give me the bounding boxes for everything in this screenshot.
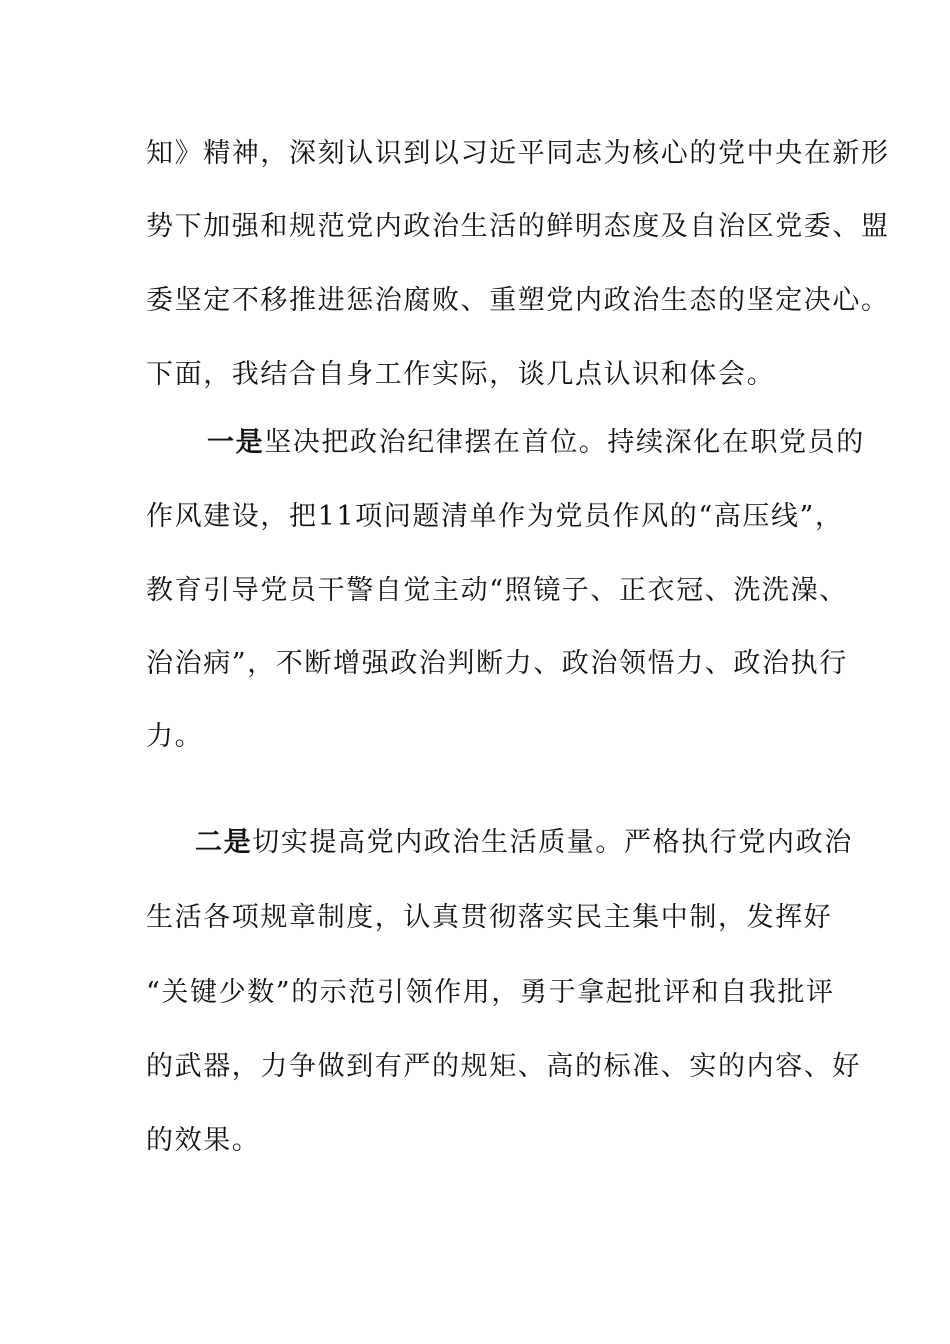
point-two-line-5: 的效果。 (146, 1125, 261, 1156)
point-two-line-4: 的武器，力争做到有严的规矩、高的标准、实的内容、好 (146, 1051, 861, 1082)
point-one-line-1 (207, 425, 865, 461)
point-two-line-1 (195, 825, 853, 861)
point-one-lead: 一是 (207, 427, 265, 458)
point-two-lead: 二是 (195, 827, 253, 858)
intro-line-2: 势下加强和规范党内政治生活的鲜明态度及自治区党委、盟 (146, 211, 890, 242)
intro-line-4: 下面，我结合自身工作实际，谈几点认识和体会。 (146, 359, 776, 390)
point-two-line-2: 生活各项规章制度，认真贯彻落实民主集中制，发挥好 (146, 902, 833, 933)
point-one-line-5: 力。 (146, 721, 204, 752)
point-one-line-3: 教育引导党员干警自觉主动“照镜子、正衣冠、洗洗澡、 (146, 575, 848, 606)
point-one-line-4: 治治病”，不断增强政治判断力、政治领悟力、政治执行 (146, 648, 848, 679)
point-two-line-3: “关键少数”的示范引领作用，勇于拿起批评和自我批评 (146, 977, 835, 1008)
point-one-line-2: 作风建设，把11项问题清单作为党员作风的“高压线”， (146, 501, 844, 532)
intro-line-1: 知》精神，深刻认识到以习近平同志为核心的党中央在新形 (146, 138, 890, 169)
point-one-line-1-text: 坚决把政治纪律摆在首位。持续深化在职党员的 (264, 427, 865, 458)
point-two-line-1-text: 切实提高党内政治生活质量。严格执行党内政治 (252, 827, 853, 858)
intro-line-3: 委坚定不移推进惩治腐败、重塑党内政治生态的坚定决心。 (146, 285, 890, 316)
